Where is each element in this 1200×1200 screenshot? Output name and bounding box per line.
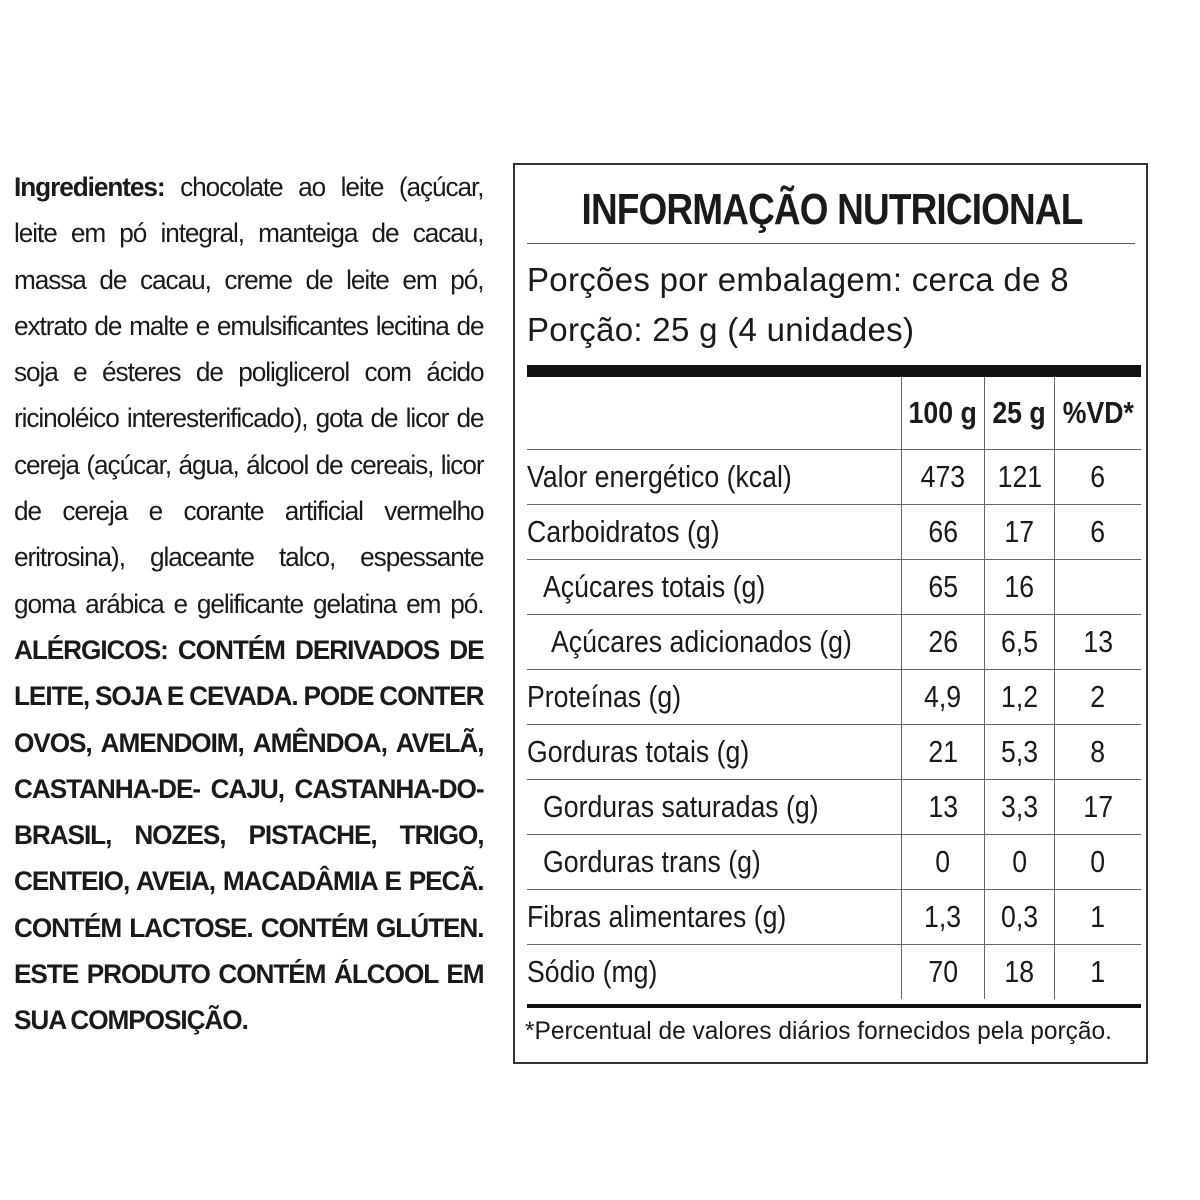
column-header-vd: %VD* <box>1055 377 1141 449</box>
table-row <box>527 834 1141 889</box>
value-100g: 0 <box>901 834 984 889</box>
value-100g: 66 <box>901 504 984 559</box>
nutrient-name: Sódio (mg) <box>527 944 901 999</box>
value-25g: 0 <box>984 834 1054 889</box>
allergens-warning: ALÉRGICOS: CONTÉM DERIVADOS DE LEITE, SOJA E CEVADA. PODE CONTER OVOS, AMENDOIM, AMÊNDOA, AVELÃ, CASTANHA-DE- CAJU, CASTANHA-DO-BRASIL, NOZES, PISTACHE, TRIGO, CENTEIO, AVEIA, MACADÂMIA E PECÃ. CONTÉM LACTOSE. CONTÉM GLÚTEN. ESTE PRODUTO CONTÉM ÁLCOOL EM SUA COMPOSIÇÃO. <box>14 634 484 1036</box>
value-25g: 17 <box>984 504 1054 559</box>
value-vd: 0 <box>1055 834 1141 889</box>
panel-title: INFORMAÇÃO NUTRICIONAL <box>581 185 1083 234</box>
value-vd: 1 <box>1055 944 1141 999</box>
column-header-100g: 100 g <box>901 377 984 449</box>
table-row <box>527 449 1141 504</box>
ingredients-text <box>14 164 483 1044</box>
table-row <box>527 724 1141 779</box>
table-row <box>527 944 1141 999</box>
value-25g: 3,3 <box>984 779 1054 834</box>
value-vd <box>1055 559 1141 614</box>
nutrient-name: Fibras alimentares (g) <box>527 889 901 944</box>
value-vd: 13 <box>1055 614 1141 669</box>
value-100g: 21 <box>901 724 984 779</box>
table-row <box>527 559 1141 614</box>
ingredients-list: chocolate ao leite (açúcar, leite em pó integral, manteiga de cacau, massa de cacau, creme de leite em pó, extrato de malte e emulsificantes lecitina de soja e ésteres de poliglicerol com ácido ricinoléico interesterificado), gota de licor de cereja (açúcar, água, álcool de cereais, licor de cereja e corante artificial vermelho eritrosina), glaceante talco, espessante goma arábica e gelificante gelatina em pó. <box>14 172 484 619</box>
table-row <box>527 889 1141 944</box>
column-header-25g: 25 g <box>984 377 1054 449</box>
header-blank <box>527 377 901 449</box>
value-100g: 1,3 <box>901 889 984 944</box>
portions-info <box>527 255 1069 355</box>
value-100g: 473 <box>901 449 984 504</box>
value-25g: 18 <box>984 944 1054 999</box>
title-divider <box>527 243 1135 244</box>
value-25g: 5,3 <box>984 724 1054 779</box>
value-vd: 17 <box>1055 779 1141 834</box>
nutrient-name: Gorduras trans (g) <box>527 834 901 889</box>
portion-size: Porção: 25 g (4 unidades) <box>527 311 915 348</box>
value-100g: 65 <box>901 559 984 614</box>
table-row <box>527 504 1141 559</box>
table-row <box>527 614 1141 669</box>
nutrient-name: Gorduras saturadas (g) <box>527 779 901 834</box>
value-vd: 6 <box>1055 449 1141 504</box>
bottom-divider <box>527 1004 1141 1008</box>
value-vd: 1 <box>1055 889 1141 944</box>
value-100g: 13 <box>901 779 984 834</box>
nutrient-name: Açúcares totais (g) <box>527 559 901 614</box>
footnote: *Percentual de valores diários fornecidos pela porção. <box>525 1017 1112 1045</box>
nutrition-table <box>527 377 1141 999</box>
value-vd: 8 <box>1055 724 1141 779</box>
table-row <box>527 779 1141 834</box>
nutrient-name: Açúcares adicionados (g) <box>527 614 901 669</box>
value-100g: 4,9 <box>901 669 984 724</box>
nutrition-facts-panel <box>513 163 1148 1064</box>
value-100g: 70 <box>901 944 984 999</box>
value-25g: 121 <box>984 449 1054 504</box>
ingredients-label: Ingredientes: <box>14 172 165 202</box>
nutrient-name: Proteínas (g) <box>527 669 901 724</box>
value-100g: 26 <box>901 614 984 669</box>
nutrient-name: Gorduras totais (g) <box>527 724 901 779</box>
value-25g: 6,5 <box>984 614 1054 669</box>
portions-per-package: Porções por embalagem: cerca de 8 <box>527 261 1069 298</box>
nutrient-name: Carboidratos (g) <box>527 504 901 559</box>
table-row <box>527 669 1141 724</box>
value-25g: 1,2 <box>984 669 1054 724</box>
value-25g: 0,3 <box>984 889 1054 944</box>
nutrient-name: Valor energético (kcal) <box>527 449 901 504</box>
table-header-row <box>527 377 1141 449</box>
value-25g: 16 <box>984 559 1054 614</box>
thick-divider <box>527 365 1141 377</box>
value-vd: 6 <box>1055 504 1141 559</box>
value-vd: 2 <box>1055 669 1141 724</box>
